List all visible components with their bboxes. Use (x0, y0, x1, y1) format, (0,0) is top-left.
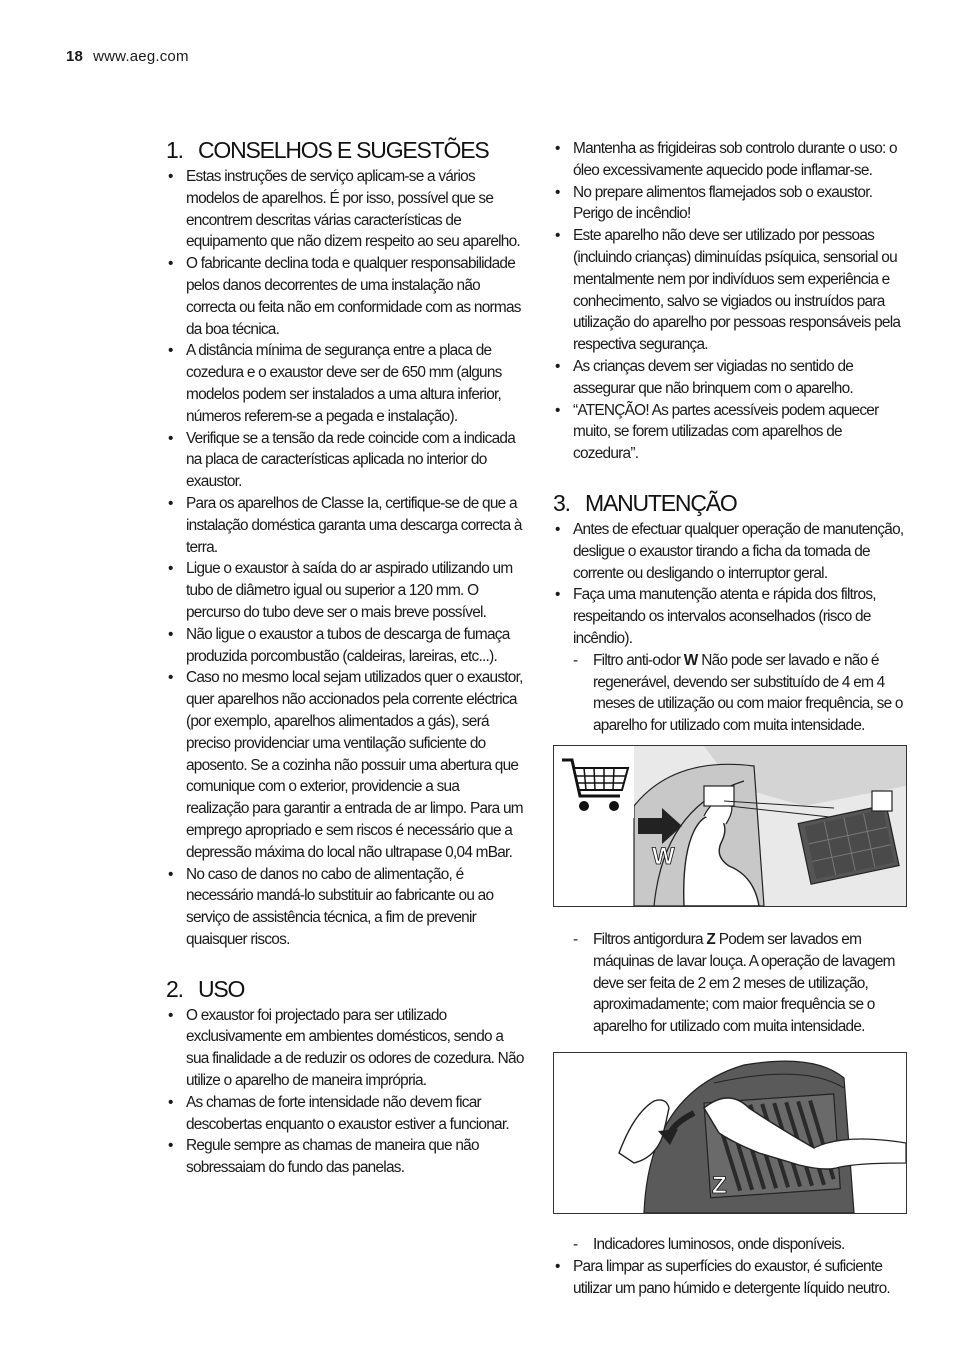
list-item: • O fabricante declina toda e qualquer responsabilidade pelos danos decorrentes de uma instalação não correcta ou feita não em conformidade com as normas da boa técnica. (166, 253, 524, 340)
figure-2-label: Z (712, 1171, 727, 1199)
right-column (553, 138, 909, 1299)
list-item: • O exaustor foi projectado para ser utilizado exclusivamente em ambientes domésticos, sendo a sua finalidade a de reduzir os odores de cozedura. Não utilize o aparelho de maneira imprópria. (166, 1005, 524, 1092)
list-item: • A distância mínima de segurança entre a placa de cozedura e o exaustor deve ser de 650 mm (alguns modelos podem ser instalados a uma altura inferior, números referem-se a pegada e instalação). (166, 340, 524, 427)
list-item: • No caso de danos no cabo de alimentação, é necessário mandá-lo substituir ao fabricante ou ao serviço de assistência técnica, a fim de prevenir quaisquer riscos. (166, 864, 524, 951)
section-3-heading (553, 489, 909, 517)
list-item: • Estas instruções de serviço aplicam-se a vários modelos de aparelhos. É por isso, possível que se encontrem descritas várias características de equipamento que não dizem respeito ao seu aparelho. (166, 166, 524, 253)
dash-text: Podem ser lavados em máquinas de lavar louça. A operação de lavagem deve ser feita de 2 em 2 meses de utilização, aproximadamente; com maior frequência se o aparelho for utilizado com muita intensidade. (593, 930, 895, 1036)
figure-1-label: W (652, 842, 675, 870)
left-column (166, 136, 524, 1179)
section-3-list (553, 519, 909, 650)
figure-odor-filter (553, 745, 907, 907)
section-2-number: 2. (166, 975, 183, 1002)
section-1-list (166, 166, 524, 951)
list-item: • Verifique se a tensão da rede coincide com a indicada na placa de características aplicada no interior do exaustor. (166, 428, 524, 493)
section-3-list-end (553, 1256, 909, 1300)
section-1-heading (166, 136, 524, 164)
list-item: • No prepare alimentos flamejados sob o exaustor. Perigo de incêndio! (553, 182, 909, 226)
dash-item-indicators: - Indicadores luminosos, onde disponíveis. (553, 1234, 909, 1256)
page-header (66, 48, 189, 65)
filter-key-w: W (683, 651, 698, 669)
section-1-number: 1. (166, 137, 183, 163)
dash-item-grease-filter (553, 929, 909, 1038)
figure-grease-filter (553, 1052, 907, 1214)
list-item: • Caso no mesmo local sejam utilizados quer o exaustor, quer aparelhos não accionados pela corrente eléctrica (por exemplo, aparelhos alimentados a gás), será preciso providenciar uma ventilação suficiente do aposento. Se a cozinha não possuir uma abertura que comunique com o exterior, providencie a sua realização para garantir a entrada de ar limpo. Para um emprego apropriado e sem riscos é necessário que a depressão máxima do local não ultrapase 0,04 mBar. (166, 667, 524, 863)
section-2-heading (166, 975, 524, 1003)
section-1-title: CONSELHOS E SUGESTÕES (198, 137, 489, 163)
list-item: • Faça uma manutenção atenta e rápida dos filtros, respeitando os intervalos aconselhados (risco de incêndio). (553, 584, 909, 649)
list-item: • As chamas de forte intensidade não devem ficar descobertas enquanto o exaustor estiver a funcionar. (166, 1092, 524, 1136)
list-item: • Para os aparelhos de Classe Ia, certifique-se de que a instalação doméstica garanta uma descarga correcta à terra. (166, 493, 524, 558)
list-item: • Antes de efectuar qualquer operação de manutenção, desligue o exaustor tirando a ficha da tomada de corrente ou desligando o interruptor geral. (553, 519, 909, 584)
list-item: • Para limpar as superfícies do exaustor, é suficiente utilizar um pano húmido e detergente líquido neutro. (553, 1256, 909, 1300)
list-item: • Não ligue o exaustor a tubos de descarga de fumaça produzida porcombustão (caldeiras, lareiras, etc...). (166, 624, 524, 668)
list-item: • “ATENÇÃO! As partes acessíveis podem aquecer muito, se forem utilizadas com aparelhos de cozedura”. (553, 400, 909, 465)
section-3-number: 3. (553, 489, 570, 516)
section-3-dash-list-3 (553, 1234, 909, 1256)
dash-item-odor-filter (553, 650, 909, 737)
page-number: 18 (66, 48, 84, 65)
section-2-list-continued (553, 138, 909, 465)
section-3-title: MANUTENÇÃO (585, 489, 737, 516)
section-2-list (166, 1005, 524, 1179)
section-3-dash-list-2 (553, 929, 909, 1038)
list-item: • As crianças devem ser vigiadas no sentido de assegurar que não brinquem com o aparelho. (553, 356, 909, 400)
list-item: • Este aparelho não deve ser utilizado por pessoas (incluindo crianças) diminuídas psíquica, sensorial ou mentalmente nem por indivíduos sem experiência e conhecimento, salvo se vigiados ou instruídos para utilização do aparelho por pessoas responsáveis pela respectiva segurança. (553, 225, 909, 356)
website-url: www.aeg.com (93, 48, 189, 65)
shopping-cart-icon (554, 746, 634, 818)
list-item: • Regule sempre as chamas de maneira que não sobressaiam do fundo das panelas. (166, 1135, 524, 1179)
list-item: • Ligue o exaustor à saída do ar aspirado utilizando um tubo de diâmetro igual ou superior a 120 mm. O percurso do tubo deve ser o mais breve possível. (166, 558, 524, 623)
dash-text: Filtro anti-odor (593, 651, 684, 669)
section-2-title: USO (198, 975, 245, 1002)
dash-text: Filtros antigordura (593, 930, 707, 948)
dash-text: Não pode ser lavado e não é regenerável, devendo ser substituído de 4 em 4 meses de utilização ou com maior frequência, se o aparelho for utilizado com muita intensidade. (593, 651, 903, 735)
filter-key-z: Z (706, 930, 716, 948)
list-item: • Mantenha as frigideiras sob controlo durante o uso: o óleo excessivamente aquecido pode inflamar-se. (553, 138, 909, 182)
section-3-dash-list-1 (553, 650, 909, 737)
